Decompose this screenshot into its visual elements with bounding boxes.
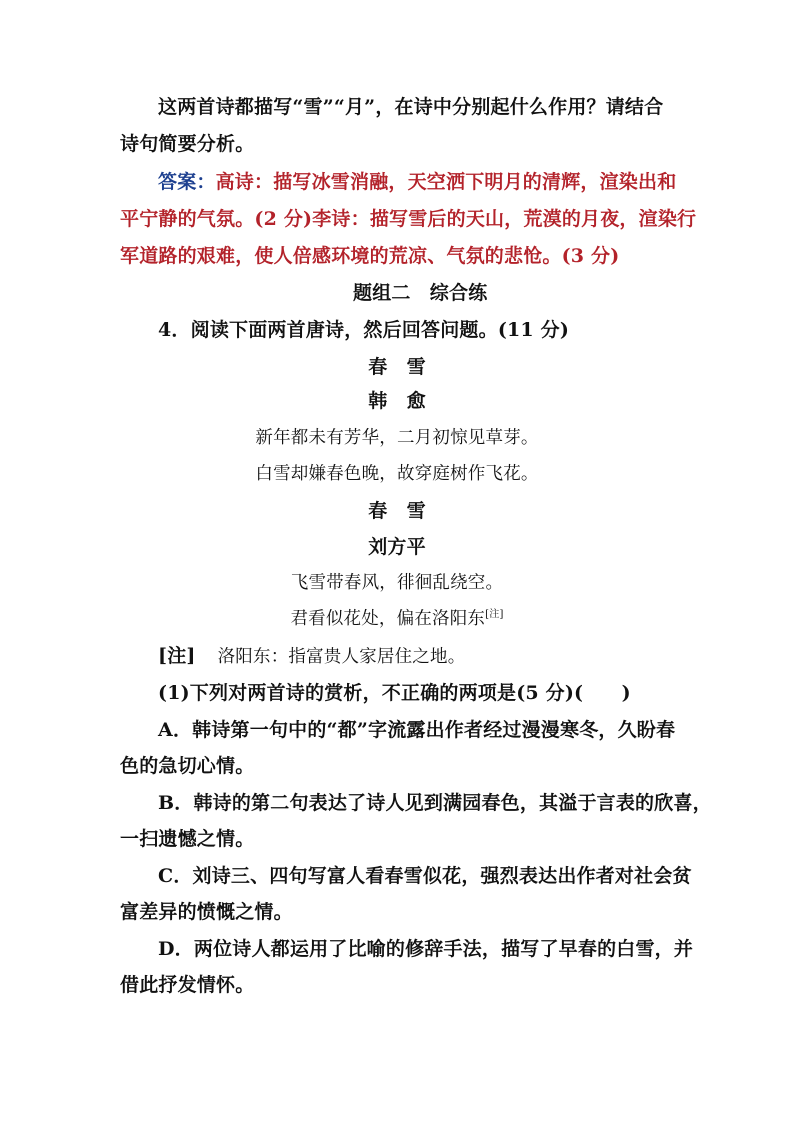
- option-b-line: B．韩诗的第二句表达了诗人见到满园春色，其溢于言表的欣喜，: [158, 792, 712, 814]
- answer-line: 平宁静的气氛。(2 分)李诗：描写雪后的天山，荒漠的月夜，渲染行: [120, 208, 697, 230]
- option-d-line: 借此抒发情怀。: [120, 974, 255, 996]
- answer-label: 答案: [158, 171, 197, 193]
- question-text-line: 这两首诗都描写“雪”“月”，在诗中分别起什么作用？请结合: [158, 96, 664, 118]
- note-line: [158, 644, 465, 669]
- note-text: 洛阳东：指富贵人家居住之地。: [217, 647, 466, 667]
- note-label: [注]: [158, 645, 196, 667]
- poem2-author: 刘方平: [368, 536, 426, 558]
- answer-line: [158, 170, 676, 194]
- poem1-line: 新年都未有芳华，二月初惊见草芽。: [255, 428, 539, 448]
- question-4-prompt: 4．阅读下面两首唐诗，然后回答问题。(11 分): [158, 319, 570, 341]
- option-a-line: 色的急切心情。: [120, 755, 255, 777]
- poem2-line: 飞雪带春风，徘徊乱绕空。: [290, 573, 504, 593]
- option-a-line: A．韩诗第一句中的“都”字流露出作者经过漫漫寒冬，久盼春: [158, 719, 676, 741]
- option-d-line: D．两位诗人都运用了比喻的修辞手法，描写了早春的白雪，并: [158, 938, 694, 960]
- section-heading: 题组二 综合练: [353, 282, 488, 304]
- answer-text: 高诗：描写冰雪消融，天空洒下明月的清辉，渲染出和: [215, 171, 677, 193]
- poem1-line: 白雪却嫌春色晚，故穿庭树作飞花。: [255, 464, 539, 484]
- poem2-title: 春 雪: [368, 500, 426, 522]
- subquestion-1-prompt: (1)下列对两首诗的赏析，不正确的两项是(5 分)( ): [158, 682, 631, 704]
- question-text-line: 诗句简要分析。: [120, 133, 255, 155]
- answer-colon: ：: [196, 171, 216, 193]
- poem1-title: 春 雪: [368, 356, 426, 378]
- answer-line: 军道路的艰难，使人倍感环境的荒凉、气氛的悲怆。(3 分): [120, 245, 620, 267]
- poem1-author: 韩 愈: [368, 390, 426, 412]
- note-marker: [注]: [485, 609, 504, 621]
- option-c-line: 富差异的愤慨之情。: [120, 901, 293, 923]
- option-b-line: 一扫遗憾之情。: [120, 828, 255, 850]
- option-c-line: C．刘诗三、四句写富人看春雪似花，强烈表达出作者对社会贫: [158, 865, 692, 887]
- poem2-line: [0, 607, 794, 631]
- poem2-line-text: 君看似花处，偏在洛阳东: [290, 609, 486, 629]
